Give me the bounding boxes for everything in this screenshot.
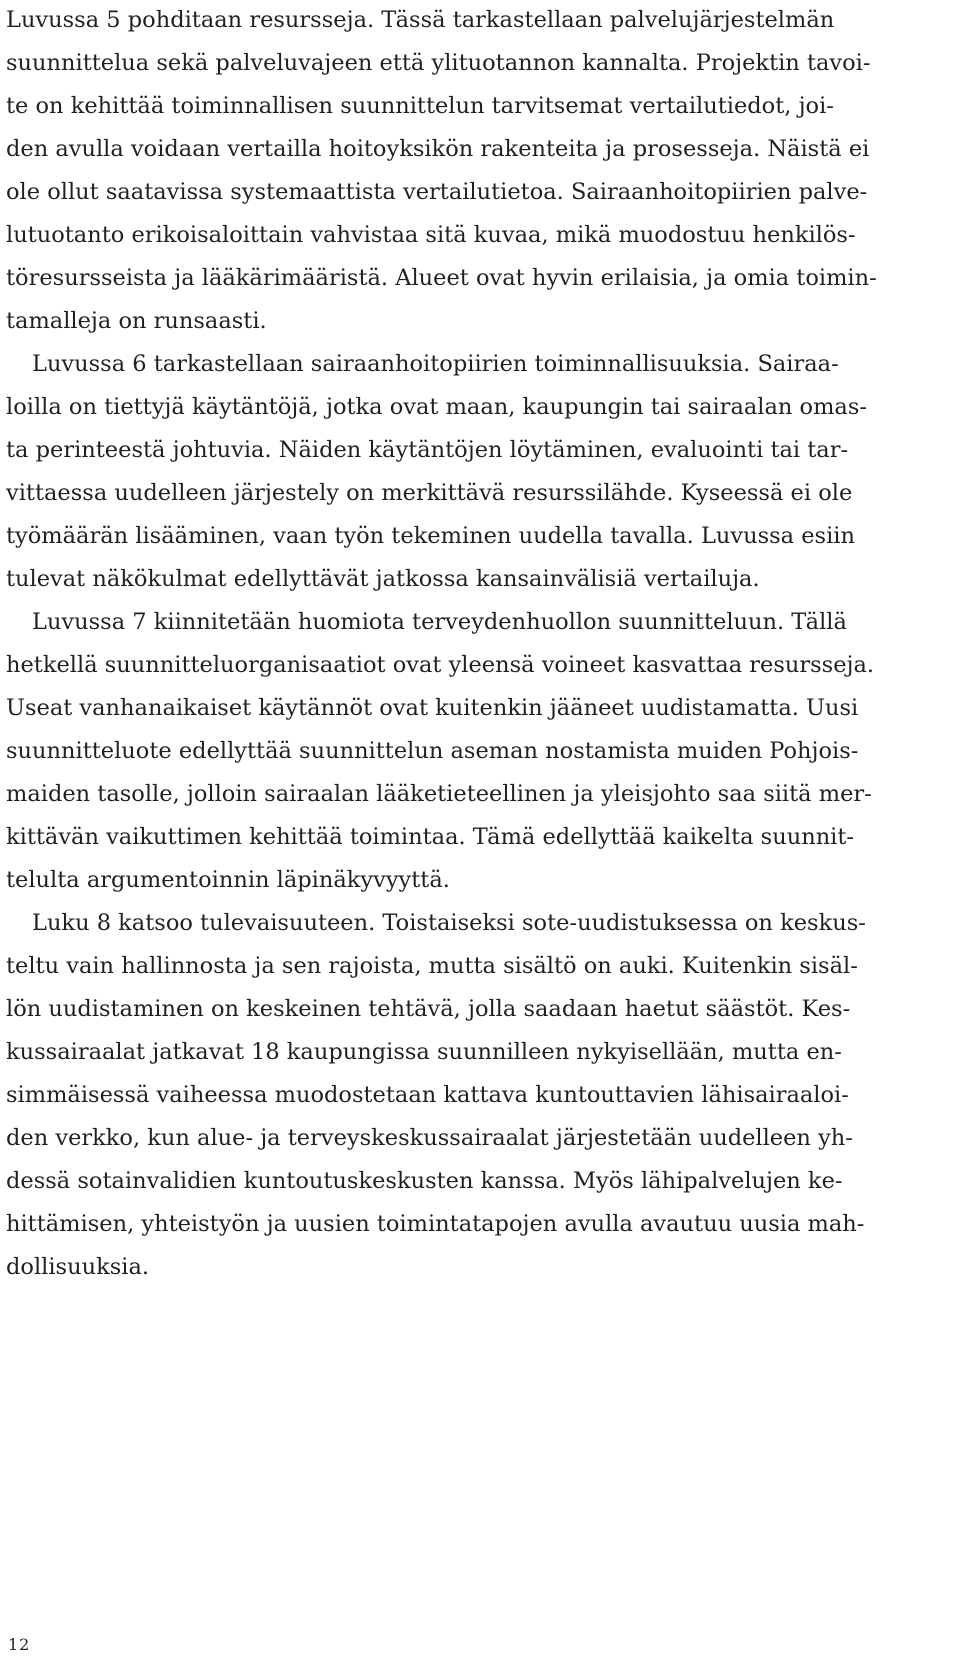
paragraph-1-line-4: den avulla voidaan vertailla hoitoyksikön rakenteita ja prosesseja. Näistä ei: [6, 136, 870, 162]
paragraph-2-line-5: työmäärän lisääminen, vaan työn tekeminen uudella tavalla. Luvussa esiin: [6, 523, 855, 549]
paragraph-4-line-4: kussairaalat jatkavat 18 kaupungissa suunnilleen nykyisellään, mutta en-: [6, 1039, 842, 1065]
paragraph-2-line-6: tulevat näkökulmat edellyttävät jatkossa kansainvälisiä vertailuja.: [6, 566, 760, 592]
paragraph-4-line-5: simmäisessä vaiheessa muodostetaan kattava kuntouttavien lähisairaaloi-: [6, 1082, 849, 1108]
paragraph-1-line-3: te on kehittää toiminnallisen suunnittelun tarvitsemat vertailutiedot, joi-: [6, 93, 834, 119]
paragraph-1-line-6: lutuotanto erikoisaloittain vahvistaa sitä kuvaa, mikä muodostuu henkilös-: [6, 222, 856, 248]
paragraph-4-line-9: dollisuuksia.: [6, 1254, 150, 1280]
paragraph-2-line-2: loilla on tiettyjä käytäntöjä, jotka ovat maan, kaupungin tai sairaalan omas-: [6, 394, 867, 420]
paragraph-2-line-3: ta perinteestä johtuvia. Näiden käytäntöjen löytäminen, evaluointi tai tar-: [6, 437, 849, 463]
paragraph-1-line-8: tamalleja on runsaasti.: [6, 308, 267, 334]
paragraph-2-line-1: Luvussa 6 tarkastellaan sairaanhoitopiirien toiminnallisuuksia. Sairaa-: [32, 351, 839, 377]
paragraph-4-line-1: Luku 8 katsoo tulevaisuuteen. Toistaiseksi sote-uudistuksessa on keskus-: [32, 910, 866, 936]
paragraph-1-line-7: töresursseista ja lääkärimääristä. Alueet ovat hyvin erilaisia, ja omia toimin-: [6, 265, 877, 291]
paragraph-3-line-2: hetkellä suunnitteluorganisaatiot ovat yleensä voineet kasvattaa resursseja.: [6, 652, 875, 678]
paragraph-3-line-4: suunnitteluote edellyttää suunnittelun aseman nostamista muiden Pohjois-: [6, 738, 859, 764]
paragraph-4-line-3: lön uudistaminen on keskeinen tehtävä, jolla saadaan haetut säästöt. Kes-: [6, 996, 851, 1022]
paragraph-1-line-5: ole ollut saatavissa systemaattista vertailutietoa. Sairaanhoitopiirien palve-: [6, 179, 868, 205]
paragraph-1-line-1: Luvussa 5 pohditaan resursseja. Tässä tarkastellaan palvelujärjestelmän: [6, 7, 835, 33]
paragraph-3-line-6: kittävän vaikuttimen kehittää toimintaa. Tämä edellyttää kaikelta suunnit-: [6, 824, 855, 850]
paragraph-3-line-5: maiden tasolle, jolloin sairaalan lääketieteellinen ja yleisjohto saa siitä mer-: [6, 781, 872, 807]
paragraph-1-line-2: suunnittelua sekä palveluvajeen että ylituotannon kannalta. Projektin tavoi-: [6, 50, 871, 76]
paragraph-3-line-3: Useat vanhanaikaiset käytännöt ovat kuitenkin jääneet uudistamatta. Uusi: [6, 695, 859, 721]
paragraph-4-line-7: dessä sotainvalidien kuntoutuskeskusten kanssa. Myös lähipalvelujen ke-: [6, 1168, 843, 1194]
paragraph-3-line-7: telulta argumentoinnin läpinäkyvyyttä.: [6, 867, 450, 893]
paragraph-2-line-4: vittaessa uudelleen järjestely on merkittävä resurssilähde. Kyseessä ei ole: [6, 480, 853, 506]
paragraph-4-line-6: den verkko, kun alue- ja terveyskeskussairaalat järjestetään uudelleen yh-: [6, 1125, 853, 1151]
paragraph-4-line-2: teltu vain hallinnosta ja sen rajoista, mutta sisältö on auki. Kuitenkin sisäl-: [6, 953, 858, 979]
paragraph-4-line-8: hittämisen, yhteistyön ja uusien toimintatapojen avulla avautuu uusia mah-: [6, 1211, 865, 1237]
page-number: 12: [8, 1635, 31, 1654]
paragraph-3-line-1: Luvussa 7 kiinnitetään huomiota terveydenhuollon suunnitteluun. Tällä: [32, 609, 847, 635]
